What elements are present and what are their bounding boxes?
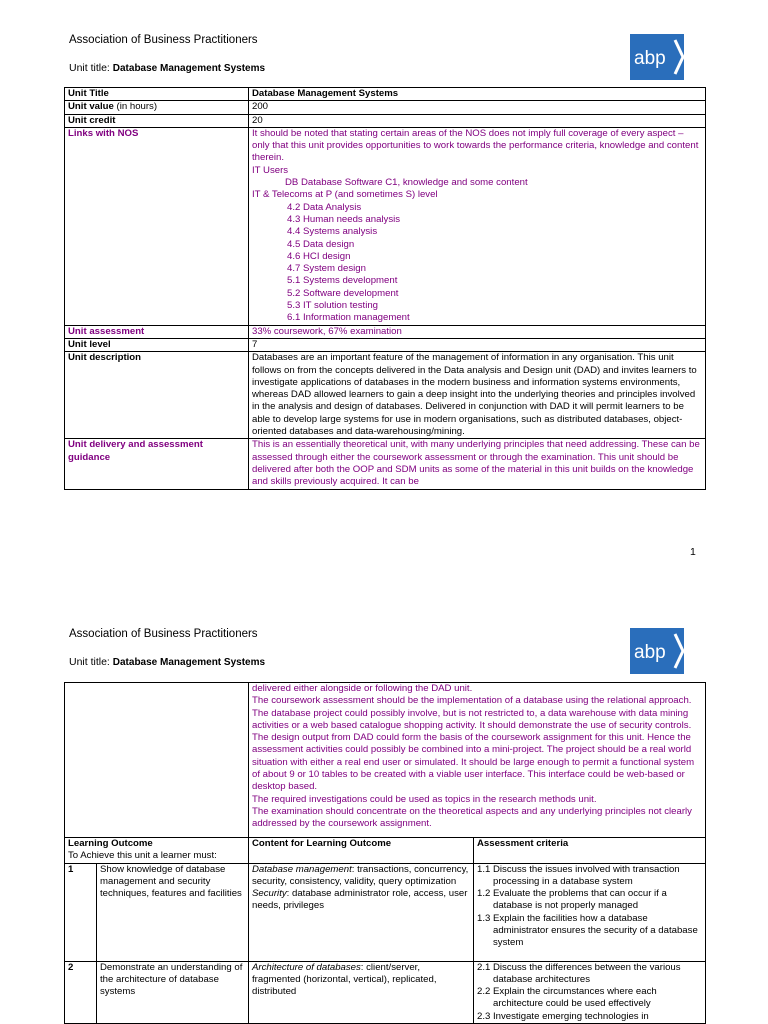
- nos-item: 5.2 Software development: [287, 287, 399, 299]
- nos-item: 4.7 System design: [287, 263, 366, 275]
- table-row: [65, 863, 706, 961]
- learning-outcomes-table: [64, 682, 706, 1024]
- abp-logo: [630, 34, 684, 80]
- unit-title-value: Database Management Systems: [112, 63, 266, 74]
- content-label: Architecture of databases: [252, 961, 361, 973]
- unit-title-cell: Database Management Systems: [252, 88, 399, 99]
- nos-item: 4.5 Data design: [287, 238, 355, 250]
- page-number: 1: [690, 546, 696, 558]
- unit-value-cell: 200: [249, 101, 706, 114]
- links-nos-cell: [249, 127, 706, 325]
- delivery-guidance-label: Unit delivery and assessment guidance: [68, 439, 203, 463]
- content-text: : database administrator role, access, user needs, privileges: [252, 888, 468, 912]
- content-label: Database management: [252, 863, 352, 875]
- unit-assessment-cell: 33% coursework, 67% examination: [249, 325, 706, 338]
- outcome-text: Demonstrate an understanding of the architecture of database systems: [97, 961, 249, 1023]
- page-2: [0, 595, 768, 1024]
- content-label: Security: [252, 888, 287, 900]
- unit-description-cell: Databases are an important feature of the management of information in any organisation. This unit follows on from the concepts delivered in the Data analysis and Design unit (DAD) and invites learners to investigate applications of databases in the modern business and information systems environments, whereas DAD allowed learners to gain a deep insight into the underlying theories and principles involved in the analysis and design of databases. Delivered in conjunction with DAD it will permit learners to be able to develop large systems for use in modern organisations, such as distributed databases, object-oriented databases and data-warehousing/mining.: [249, 352, 706, 439]
- learning-outcome-subheader: To Achieve this unit a learner must:: [68, 850, 217, 862]
- unit-assessment-label: Unit assessment: [68, 325, 145, 337]
- delivery-guidance-continuation: [252, 683, 702, 837]
- unit-title-line: [69, 656, 265, 668]
- links-nos-label: Links with NOS: [68, 127, 139, 139]
- nos-item: 4.3 Human needs analysis: [287, 213, 401, 225]
- criterion: 2.1 Discuss the differences between the various database architectures: [477, 961, 681, 985]
- outcome-number: 2: [68, 961, 74, 973]
- criterion: 2.2 Explain the circumstances where each architecture could be used effectively: [477, 986, 657, 1010]
- content-text: : client/server, fragmented (horizontal, vertical), replicated, distributed: [252, 961, 437, 998]
- unit-level-cell: 7: [249, 338, 706, 351]
- table-row: [65, 439, 706, 490]
- content-header: Content for Learning Outcome: [252, 838, 392, 849]
- outcome-text: Show knowledge of database management and security techniques, features and facilities: [97, 863, 249, 961]
- unit-title-line: [69, 62, 265, 74]
- unit-credit-label: Unit credit: [68, 114, 116, 126]
- outcome-content: [249, 863, 474, 961]
- unit-title-prefix: Unit title:: [69, 656, 113, 668]
- outcome-criteria: [474, 961, 706, 1023]
- nos-item: 5.1 Systems development: [287, 275, 398, 287]
- continuation-paragraph: delivered either alongside or following the DAD unit.: [252, 683, 473, 694]
- table-header-row: [65, 838, 706, 864]
- unit-level-label: Unit level: [68, 338, 111, 350]
- logo-text: abp: [634, 642, 666, 663]
- organisation-name: Association of Business Practitioners: [69, 628, 258, 640]
- unit-title-prefix: Unit title:: [69, 62, 113, 74]
- learning-outcome-header: Learning Outcome: [68, 838, 153, 849]
- nos-item: 6.1 Information management: [287, 312, 410, 324]
- logo-text: abp: [634, 48, 666, 69]
- continuation-paragraph: The required investigations could be used as topics in the research methods unit.: [252, 793, 597, 805]
- unit-details-table: [64, 87, 706, 490]
- nos-item: 4.6 HCI design: [287, 250, 351, 262]
- unit-value-suffix: (in hours): [113, 101, 158, 113]
- unit-value-label: Unit value: [68, 101, 114, 113]
- table-row: [65, 338, 706, 351]
- it-users: IT Users: [252, 164, 289, 176]
- table-row: [65, 683, 706, 838]
- table-row: [65, 114, 706, 127]
- table-row: [65, 127, 706, 325]
- table-row: [65, 101, 706, 114]
- continuation-paragraph: The examination should concentrate on the theoretical aspects and any underlying principles not clearly addressed by the coursework assignment.: [252, 805, 692, 830]
- nos-item: 4.2 Data Analysis: [287, 201, 362, 213]
- table-row: [65, 88, 706, 101]
- unit-title-value: Database Management Systems: [112, 657, 266, 668]
- criterion: 1.3 Explain the facilities how a database administrator ensures the security of a database system: [477, 912, 698, 949]
- outcome-criteria: [474, 863, 706, 961]
- unit-title-label: Unit Title: [68, 88, 109, 99]
- abp-logo: [630, 628, 684, 674]
- outcome-number: 1: [68, 863, 74, 875]
- table-row: [65, 325, 706, 338]
- nos-item: 5.3 IT solution testing: [287, 300, 379, 312]
- table-row: [65, 352, 706, 439]
- unit-description-label: Unit description: [68, 352, 142, 364]
- continuation-paragraph: The design output from DAD could form the basis of the coursework assignment for this unit. Hence the assessment activities could possibly be combined into a mini-project. The project should be a real world situation with either a real end user or simulated. It should be large enough to permit a functional system of about 9 or 10 tables to be created with a viable user interface. This interface could be web-based or desktop based.: [252, 732, 695, 793]
- criterion: 1.2 Evaluate the problems that can occur if a database is not properly managed: [477, 888, 667, 912]
- it-telecoms: IT & Telecoms at P (and sometimes S) level: [252, 189, 438, 201]
- continuation-paragraph: The coursework assessment should be the implementation of a database using the relational approach. The database project could possibly involve, but is not restricted to, a data warehouse with data mining activities or a web based catalogue shopping activity. It should demonstrate the use of security controls.: [252, 695, 692, 731]
- db-software: DB Database Software C1, knowledge and some content: [285, 177, 528, 189]
- assessment-criteria-header: Assessment criteria: [477, 838, 569, 849]
- unit-credit-cell: 20: [249, 114, 706, 127]
- criterion: 2.3 Investigate emerging technologies in: [477, 1010, 649, 1022]
- criterion: 1.1 Discuss the issues involved with transaction processing in a database system: [477, 863, 680, 887]
- content-text: : transactions, concurrency, security, consistency, validity, query optimization: [252, 863, 469, 887]
- organisation-name: Association of Business Practitioners: [69, 34, 258, 46]
- links-intro: It should be noted that stating certain areas of the NOS does not imply full coverage of every aspect – only that this unit provides opportunities to work towards the performance criteria, knowledge and content therein.: [252, 127, 699, 164]
- delivery-guidance-cell: This is an essentially theoretical unit, with many underlying principles that need addressing. These can be assessed through either the coursework assessment or through the examination. This unit should be delivered after both the OOP and SDM units as some of the material in this unit builds on the knowledge and skills previously acquired. It can be: [252, 439, 700, 488]
- nos-item: 4.4 Systems analysis: [287, 226, 378, 238]
- outcome-content: [249, 961, 474, 1023]
- table-row: [65, 961, 706, 1023]
